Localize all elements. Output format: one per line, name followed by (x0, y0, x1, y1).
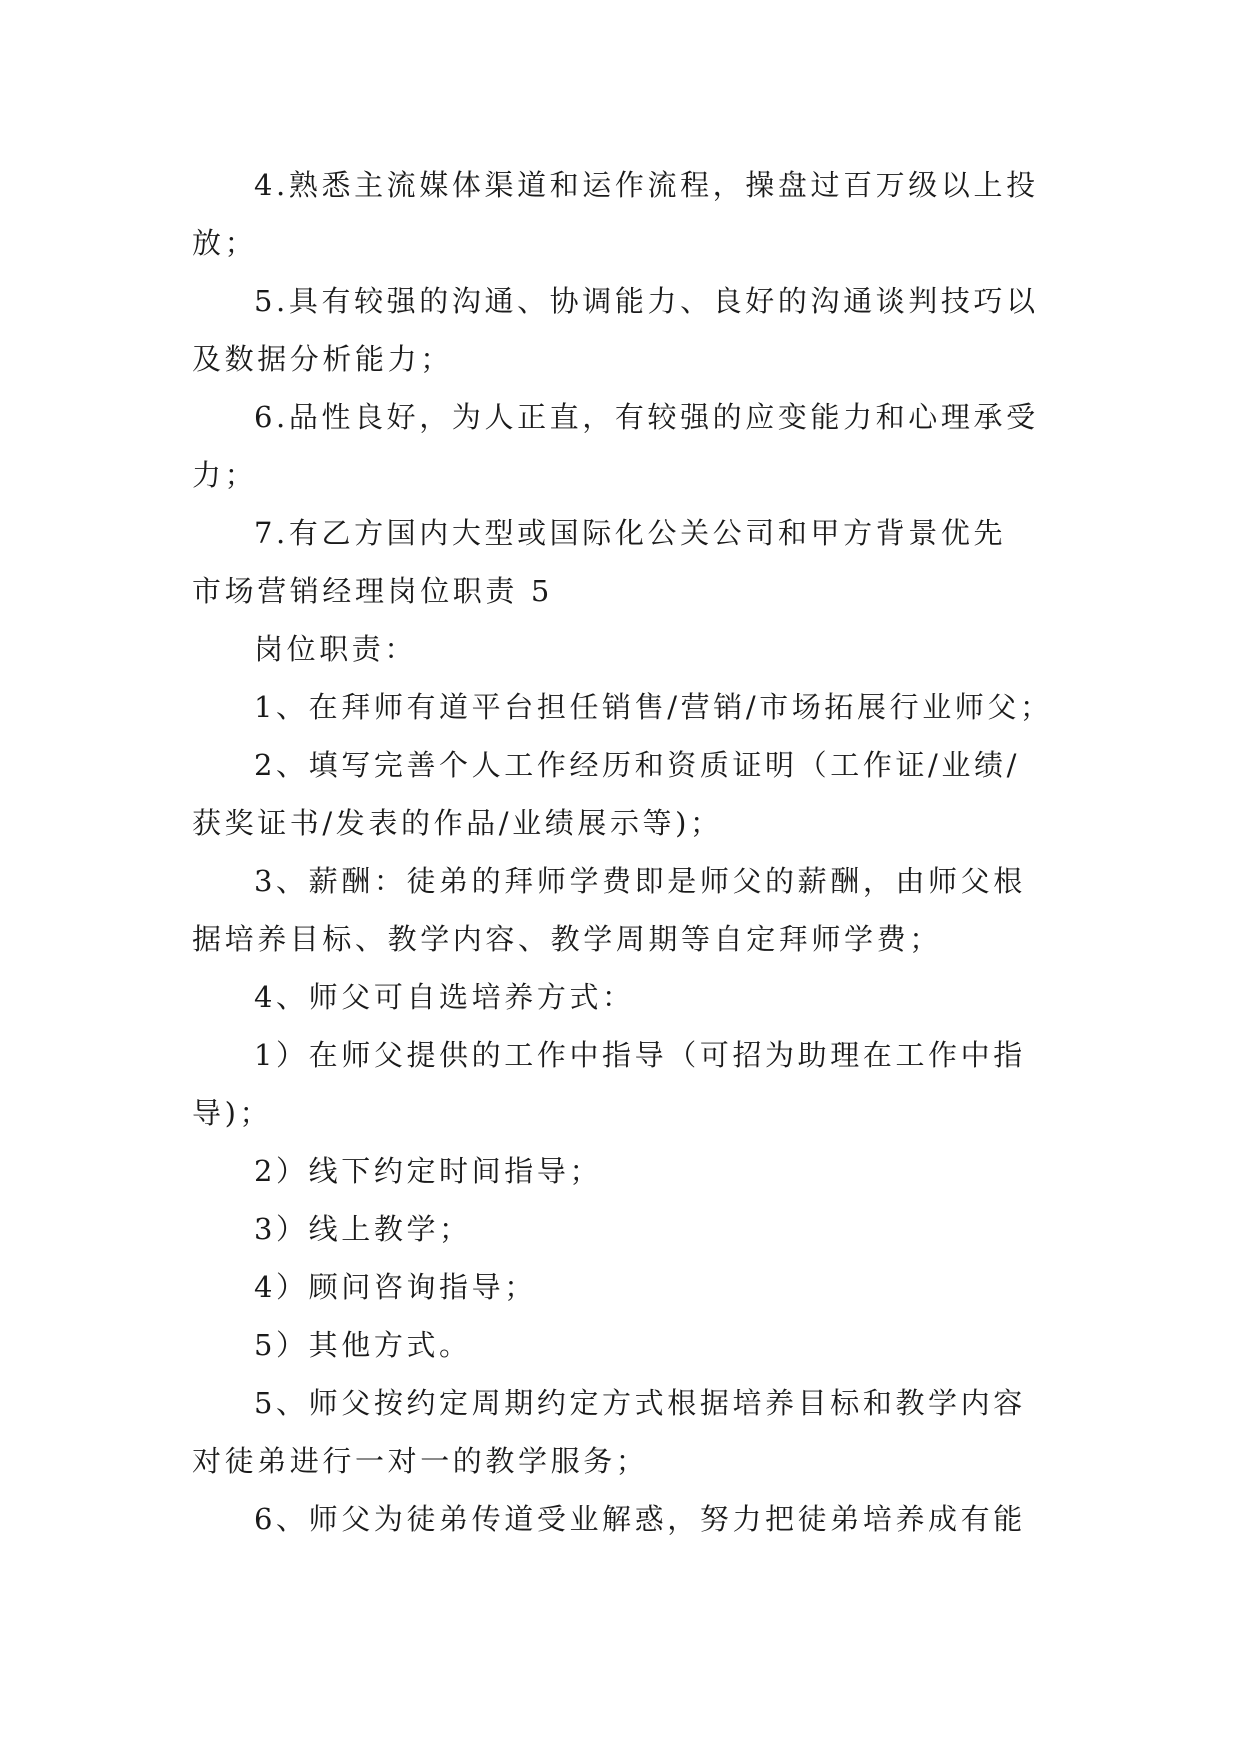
paragraph-line: 7.有乙方国内大型或国际化公关公司和甲方背景优先 (254, 516, 1007, 550)
paragraph-line: 放； (192, 226, 258, 260)
paragraph-line: 导)； (192, 1096, 273, 1130)
paragraph-line: 5.具有较强的沟通、协调能力、良好的沟通谈判技巧以 (254, 284, 1039, 318)
paragraph-line: 力； (192, 458, 258, 492)
paragraph-line: 5）其他方式。 (254, 1328, 472, 1362)
paragraph-line: 获奖证书/发表的作品/业绩展示等)； (192, 806, 723, 840)
section-heading: 市场营销经理岗位职责 5 (192, 574, 553, 608)
paragraph-line: 1、在拜师有道平台担任销售/营销/市场拓展行业师父； (254, 690, 1053, 724)
paragraph-line: 及数据分析能力； (192, 342, 453, 376)
paragraph-line: 据培养目标、教学内容、教学周期等自定拜师学费； (192, 922, 942, 956)
paragraph-line: 1）在师父提供的工作中指导（可招为助理在工作中指 (254, 1038, 1026, 1072)
paragraph-line: 对徒弟进行一对一的教学服务； (192, 1444, 649, 1478)
paragraph-line: 5、师父按约定周期约定方式根据培养目标和教学内容 (254, 1386, 1026, 1420)
subsection-label: 岗位职责： (254, 632, 418, 666)
paragraph-line: 6、师父为徒弟传道受业解惑，努力把徒弟培养成有能 (254, 1502, 1026, 1536)
paragraph-line: 4）顾问咨询指导； (254, 1270, 537, 1304)
paragraph-line: 2）线下约定时间指导； (254, 1154, 603, 1188)
paragraph-line: 6.品性良好，为人正直，有较强的应变能力和心理承受 (254, 400, 1039, 434)
paragraph-line: 3、薪酬：徒弟的拜师学费即是师父的薪酬，由师父根 (254, 864, 1026, 898)
document-body (192, 156, 1052, 1548)
paragraph-line: 2、填写完善个人工作经历和资质证明（工作证/业绩/ (254, 748, 1020, 782)
paragraph-line: 4.熟悉主流媒体渠道和运作流程，操盘过百万级以上投 (254, 168, 1039, 202)
paragraph-line: 4、师父可自选培养方式： (254, 980, 635, 1014)
paragraph-line: 3）线上教学； (254, 1212, 472, 1246)
